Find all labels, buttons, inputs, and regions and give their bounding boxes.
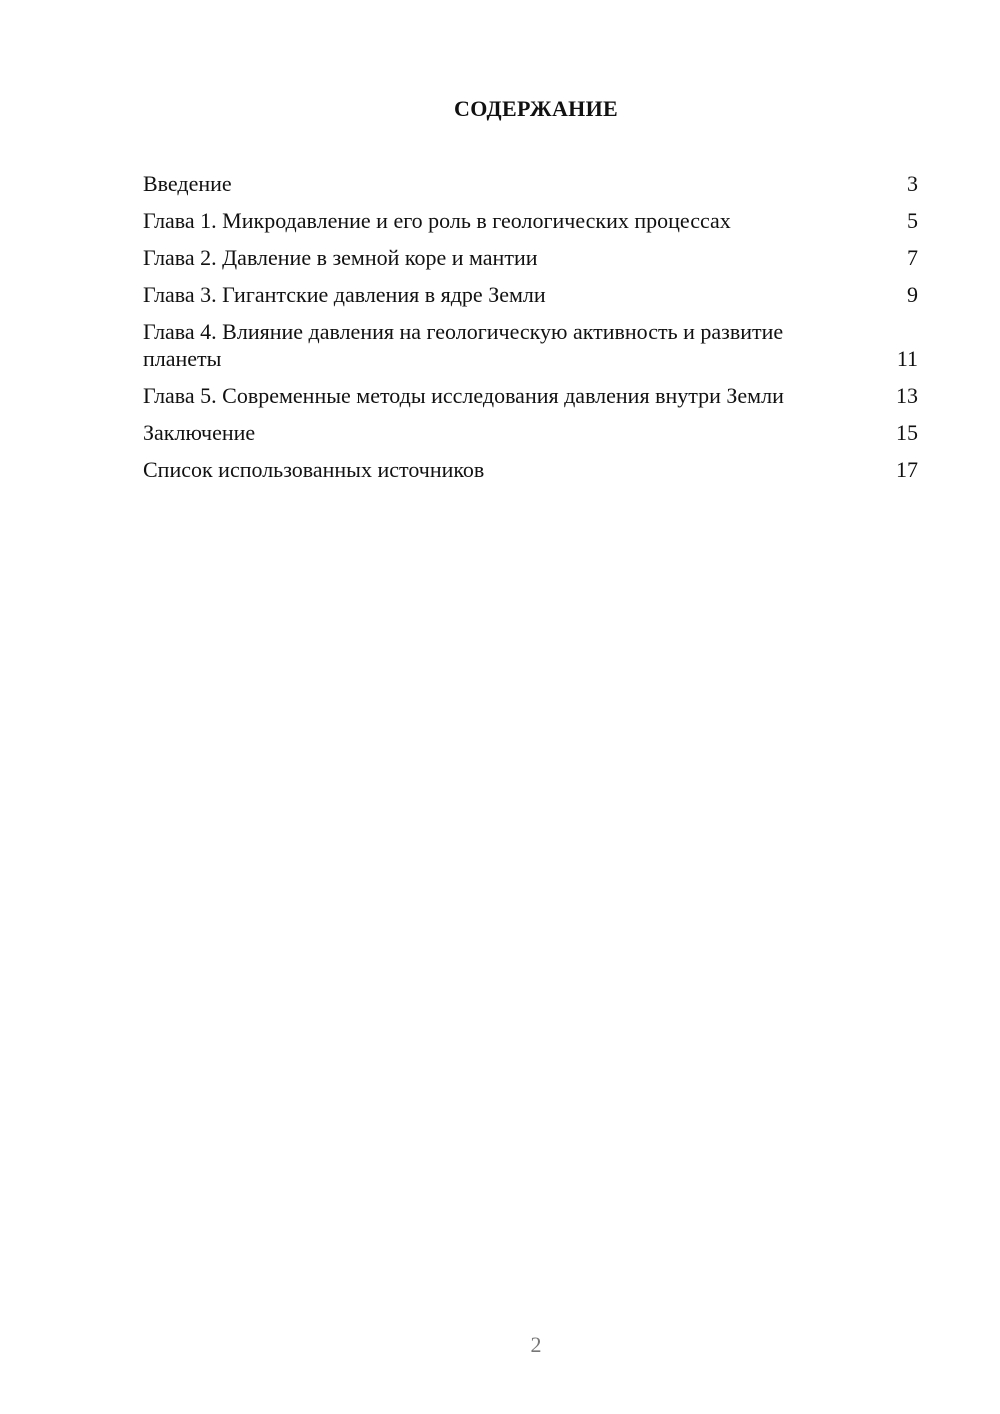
toc-entry-chapter-1[interactable] [143,207,918,234]
toc-entry-page: 9 [907,282,918,307]
toc-entry-page: 3 [907,171,918,196]
toc-entry-text: Глава 4. Влияние давления на геологическую активность и развитие планеты [143,319,784,371]
toc-entry-page: 5 [907,208,918,233]
toc-entry-text: Глава 3. Гигантские давления в ядре Земли [143,282,546,307]
toc-entry-text: Введение [143,171,232,196]
toc-entry-page: 13 [896,383,918,408]
toc-entry-conclusion[interactable] [143,419,918,446]
toc-entry-chapter-5[interactable] [143,382,918,409]
toc-entry-chapter-4[interactable] [143,318,918,372]
toc-entry-page: 11 [896,346,918,371]
page-number: 2 [530,1332,542,1357]
toc-entry-page: 15 [896,420,918,445]
toc-entry-text: Глава 1. Микродавление и его роль в геологических процессах [143,208,731,233]
toc-entry-page: 17 [896,457,918,482]
toc-entry-text: Список использованных источников [143,457,485,482]
toc-entry-page: 7 [907,245,918,270]
toc-entry-introduction[interactable] [143,170,918,197]
page-title: СОДЕРЖАНИЕ [454,96,618,121]
table-of-contents [143,170,918,493]
toc-entry-text: Глава 5. Современные методы исследования давления внутри Земли [143,383,784,408]
toc-entry-chapter-3[interactable] [143,281,918,308]
toc-entry-text: Заключение [143,420,256,445]
toc-entry-references[interactable] [143,456,918,483]
toc-entry-chapter-2[interactable] [143,244,918,271]
toc-entry-text: Глава 2. Давление в земной коре и мантии [143,245,538,270]
